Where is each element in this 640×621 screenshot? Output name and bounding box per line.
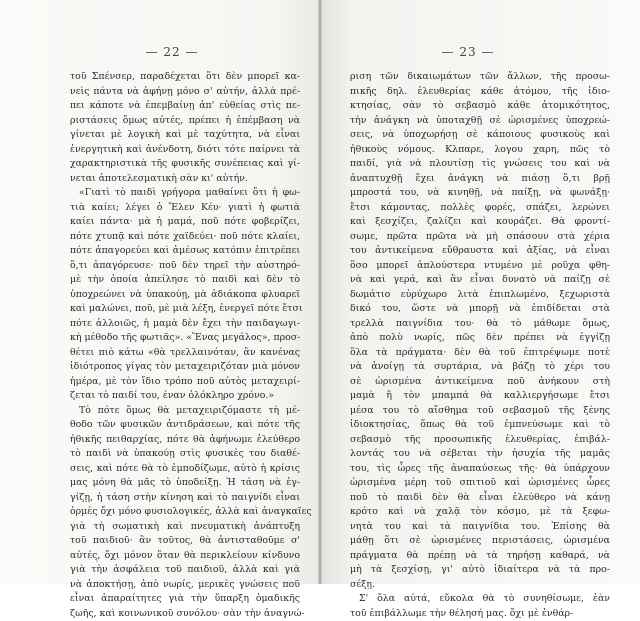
left-page-number: — 22 — <box>122 45 222 59</box>
text-line: ζεται τὸ παιδί του, έναν ὁλόκληρο χρόνο.» <box>70 389 300 404</box>
text-line: ζωῆς, καὶ κοινωνικοῦ συνόλου· σὰν τὴν ἀναγνώ- <box>70 607 300 621</box>
text-line: καὶ μαλώνει, ποῦ, μὲ μιὰ λέξη, ἐνεργεῖ πότε ἔτσι <box>70 302 300 317</box>
text-line: νὰ ἀποκτήσῃ, ἀπὸ νωρίς, μερικὲς γνώσεις ποῦ <box>70 578 300 593</box>
text-line: μέσα του τὸ αἴσθημα τοῦ σεβασμοῦ τῆς ξένης <box>350 404 610 419</box>
text-line: εἶναι ἀπαραίτητες γιὰ τὴν ὕπαρξη ὁμαδικῆς <box>70 592 300 607</box>
text-line: ποῦ τὸ παιδὶ δὲν θὰ εἶναι ἐλεύθερο νὰ κάνῃ <box>350 491 610 506</box>
right-page <box>322 0 640 584</box>
text-line: τὴν ἀνάγκη νὰ ὑποταχθῇ σὲ ὡρισμένες ὑποχρεώ- <box>350 114 610 129</box>
text-line: σὲ ὡρισμένα ἀντικείμενα ποῦ ἀνήκουν στὴ <box>350 375 610 390</box>
text-line: ἀπὸ πολὺ νωρίς, πῶς δὲν πρέπει νὰ ἐγγίζῃ <box>350 331 610 346</box>
text-line: γιὰ τὴ σωματικὴ καὶ πνευματικὴ ἀνάπτυξη <box>70 520 300 535</box>
text-line: μὲ τὴν ὁποία ἀπείλησε τὸ παιδὶ καὶ δὲν τὸ <box>70 273 300 288</box>
right-page-number: — 23 — <box>418 45 518 59</box>
text-line: Σ' ὅλα αὐτά, εὔκολα θὰ τὸ συνηθίσωμε, ἐὰν <box>350 592 610 607</box>
text-line: τοῦ Σπένσερ, παραδέχεται ὅτι δὲν μπορεῖ κα- <box>70 70 300 85</box>
text-line: πει κάποτε νὰ ἐπεμβαίνῃ ἀπ' εὐθείας στὶς πε- <box>70 99 300 114</box>
text-line: σωμε, πρῶτα πρῶτα νὰ μὴ σπάσουν στὰ χέρια <box>350 230 610 245</box>
text-line: μὴ τὰ ξεσχίσῃ, γι' αὐτὸ ἰδιαίτερα νὰ τὰ προ- <box>350 563 610 578</box>
text-line: πράγματα θὰ πρέπῃ νὰ τὰ τηρήσῃ καθαρά, νὰ <box>350 549 610 564</box>
text-line: νὰ ἀνοίγῃ τὰ συρτάρια, νὰ βάζῃ τὸ χέρι του <box>350 360 610 375</box>
text-line: καὶ ξεσχίζει, ζαλίζει καὶ κουράζει. Θὰ φροντί- <box>350 215 610 230</box>
text-line: χαρακτηριστικὰ τῆς φυσικῆς συνέπειας καὶ γί- <box>70 157 300 172</box>
text-line: γίνεται μὲ λογικὴ καὶ μὲ ταχύτητα, νὰ εἶναι <box>70 128 300 143</box>
text-line: ριστάσεις ὅμως αὐτές, πρέπει ἡ ἐπέμβαση νὰ <box>70 114 300 129</box>
text-line: Τὸ πότε ὅμως θὰ μεταχειριζόμαστε τὴ μέ- <box>70 404 300 419</box>
text-line: πότε χτυπᾷ καὶ πότε χαϊδεύει· ποῦ πότε κλαίει, <box>70 230 300 245</box>
text-line: ὁρμὲς ὄχι μόνο φυσιολογικές, ἀλλὰ καὶ ἀναγκαῖες <box>70 505 300 520</box>
text-line: ὡρισμένα μέρη τοῦ σπιτιοῦ καὶ ὡρισμένες ὧρες <box>350 476 610 491</box>
text-line: του, τὶς ὧρες τῆς ἀναπαύσεως τῆς· θὰ ὑπάρχουν <box>350 462 610 477</box>
text-line: καίει πάντα· μὰ ἡ μαμά, ποῦ πότε φοβερίζει, <box>70 215 300 230</box>
text-line: πότε ἀλλοιῶς, ἡ μαμὰ δὲν ἔχει τὴν παιδαγωγι- <box>70 317 300 332</box>
text-line: αὐτές, ὄχι μόνον ὅταν θὰ περικλείουν κίνδυνο <box>70 549 300 564</box>
text-line: ὑποχρεώνει νὰ ὑπακούῃ, μὰ ἀδιάκοπα φλυαρεῖ <box>70 288 300 303</box>
text-line: σέξῃ. <box>350 578 610 593</box>
text-line: ἔτσι κάμοντας, πολλὲς φορές, σπάζει, λερώνει <box>350 201 610 216</box>
text-line: τρελλὰ παιγνίδια του· θὰ τὸ μάθωμε ὅμως, <box>350 317 610 332</box>
text-line: ὅσο μπορεῖ ἁπλούστερα ντυμένο μὲ ροῦχα φθη- <box>350 259 610 274</box>
text-line: κρότο καὶ νὰ χαλᾷ τὸν κόσμο, μὲ τὰ ξεφω- <box>350 505 610 520</box>
text-line: σεβασμὸ τῆς προσωπικῆς ἐλευθερίας, ἐπιβάλ- <box>350 433 610 448</box>
text-line: θοδο τῶν φυσικῶν ἀντιδράσεων, καὶ πότε τῆς <box>70 418 300 433</box>
text-line: τὸ παιδὶ νὰ ὑπακούῃ στὶς φυσικὲς του διαθέ- <box>70 447 300 462</box>
text-line: μπροστά του, νὰ κινηθῇ, νὰ παίξῃ, νὰ φωνάξῃ· <box>350 186 610 201</box>
text-line: σεις, καὶ πότε θὰ τὸ ἐμποδίζωμε, αὐτὸ ἡ κρίσις <box>70 462 300 477</box>
text-line: κτησίας, σὰν τὸ σεβασμὸ κάθε ἀτομικότητος, <box>350 99 610 114</box>
left-page <box>0 0 318 584</box>
text-line: νεὶς πάντα νὰ ἀφήνῃ μόνο σ' αὐτήν, ἀλλὰ πρέ- <box>70 85 300 100</box>
text-line: ἰδιότροπος γίγας τὸν μεταχειριζόταν μιὰ μόνον <box>70 360 300 375</box>
text-line: γίζῃ, ἡ τάση στὴν κίνηση καὶ τὸ παιγνίδι εἶναι <box>70 491 300 506</box>
text-line: δωμάτιο εὐρύχωρο λιτὰ ἐπιπλωμένο, ξεχωριστὰ <box>350 288 610 303</box>
text-line: ἀναπτυχθῇ ἔχει ἀνάγκη νὰ πιάσῃ ὅ,τι βρῇ <box>350 172 610 187</box>
text-line: νεται ἀποτελεσματικὴ σὰν κι' αὐτήν. <box>70 172 300 187</box>
text-line: πότε ἀπαγορεύει καὶ ἀμέσως κατόπιν ἐπιτρέπει <box>70 244 300 259</box>
left-page-text <box>70 70 300 621</box>
text-line: νητὰ του καὶ τὰ παιγνίδια του. Ἐπίσης θὰ <box>350 520 610 535</box>
text-line: «Γιατὶ τὸ παιδὶ γρήγορα μαθαίνει ὅτι ἡ φω- <box>70 186 300 201</box>
text-line: θέτει πιὸ κάτω «θὰ τρελλαινόταν, ἂν κανένας <box>70 346 300 361</box>
text-line: μαμὰ ἢ τὸν μπαμπά θὰ καλλιεργήσωμε ἔτσι <box>350 389 610 404</box>
right-page-text <box>350 70 610 621</box>
text-line: παιδί, γιὰ νὰ πλουτίσῃ τὶς γνώσεις του καὶ νὰ <box>350 157 610 172</box>
text-line: ἠθικῆς πειθαρχίας, πότε θὰ ἀφήνωμε ἐλεύθερο <box>70 433 300 448</box>
text-line: ἐνεργητικὴ καὶ ἀνένδοτη, διότι τότε παίρνει τὰ <box>70 143 300 158</box>
text-line: δικό του, ὥστε νὰ μπορῇ νὰ ἐπιδίδεται στὰ <box>350 302 610 317</box>
text-line: ἡμέρα, μὲ τὸν ἴδιο τρόπο ποῦ αὐτὸς μεταχειρί- <box>70 375 300 390</box>
paper-speck <box>560 548 562 550</box>
text-line: μας μόνη θὰ μᾶς τὸ ὑποδείξῃ. Ἡ τάση νὰ ἐγ- <box>70 476 300 491</box>
text-line: τοῦ παιδιοῦ· ἂν τοῦτος, θὰ ἀντισταθοῦμε σ' <box>70 534 300 549</box>
text-line: σεις, νὰ ὑποχωρήσῃ σὲ κάποιους φυσικοὺς καὶ <box>350 128 610 143</box>
text-line: ριση τῶν δικαιωμάτων τῶν ἄλλων, τῆς προσω- <box>350 70 610 85</box>
text-line: ἰδιοκτησίας, ὅπως θὰ τοῦ ἐμπνεύσωμε καὶ τὸ <box>350 418 610 433</box>
text-line: ἠθικοὺς νόμους. Κλπαρε, λογου χαρη, πῶς τὸ <box>350 143 610 158</box>
text-line: τοῦ ἐπιβάλλωμε τὴν θέλησή μας. ὄχι μὲ ἐνθάρ- <box>350 607 610 621</box>
text-line: τιὰ καίει; λέγει ὁ Ἔλεν Κέυ· γιατὶ ἡ φωτιὰ <box>70 201 300 216</box>
text-line: νὰ καὶ γερά, καὶ ἂν εἶναι δυνατὸ νὰ παίζῃ σὲ <box>350 273 610 288</box>
text-line: λοντάς του νὰ σέβεται τὴν ἡσυχία τῆς μαμᾶς <box>350 447 610 462</box>
text-line: ὅλα τὰ πράγματα· δὲν θὰ τοῦ ἐπιτρέψωμε ποτὲ <box>350 346 610 361</box>
paper-speck <box>96 560 98 562</box>
text-line: του ἀντικείμενα εὔθραυστα καὶ ἀξίας, νὰ εἶναι <box>350 244 610 259</box>
text-line: μάθῃ ὅτι σὲ ὡρισμένες περιστάσεις, ὡρισμένα <box>350 534 610 549</box>
text-line: πικῆς δηλ. ἐλευθερίας κάθε ἀτόμου, τῆς ἰδιο- <box>350 85 610 100</box>
text-line: κὴ μέθοδο τῆς φωτιᾶς». «Ἕνας μεγάλος», προσ- <box>70 331 300 346</box>
text-line: ὅ,τι ἀπαγόρευσε· ποῦ δὲν τηρεῖ τὴν αὐστηρό- <box>70 259 300 274</box>
text-line: γιὰ τὴν ἀσφάλεια τοῦ παιδιοῦ, ἀλλὰ καὶ γιὰ <box>70 563 300 578</box>
